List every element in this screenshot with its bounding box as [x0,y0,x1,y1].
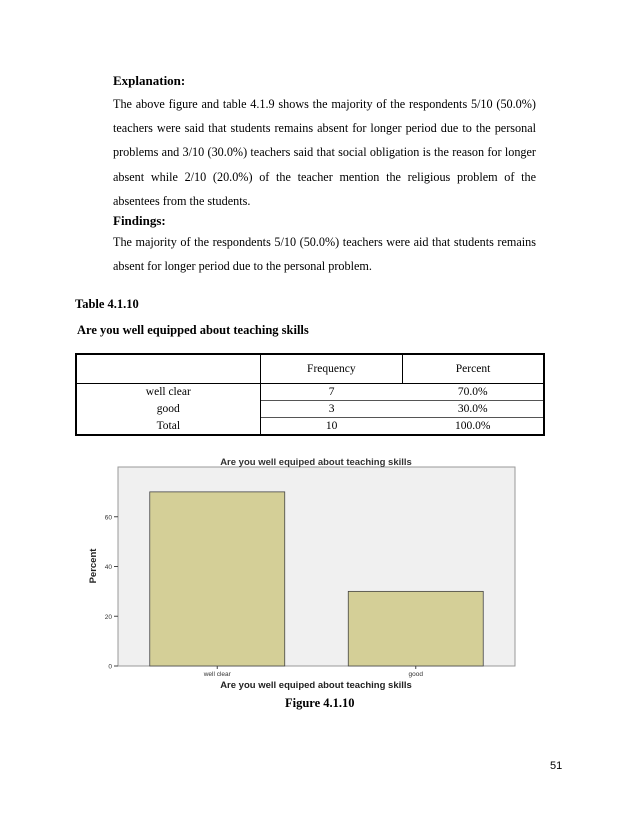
figure-caption: Figure 4.1.10 [285,696,355,710]
findings-heading: Findings: [113,213,166,228]
row-percent: 70.0% [403,384,544,401]
header-cell-empty [76,354,260,384]
y-tick-label: 20 [104,613,112,621]
row-percent: 30.0% [403,401,544,418]
explanation-heading: Explanation: [113,73,186,88]
x-tick-label: well clear [203,671,231,678]
row-label: Total [76,418,260,436]
bar-chart [75,453,555,693]
row-label: good [76,401,260,418]
explanation-paragraph: The above figure and table 4.1.9 shows the majority of the respondents 5/10 (50.0%) teachers were said that students remains absent for longer period due to the personal problems and 3/10 (30.0%) teachers said that social obligation is the reason for longer absent while 2/10 (20.0%) of the teacher mention the religious problem of the absentees from the students. [113,97,536,208]
row-percent: 100.0% [403,418,544,436]
y-axis-label: Percent [88,548,99,584]
table-label: Table 4.1.10 [75,297,139,311]
page-number: 51 [550,760,563,772]
table-title: Are you well equipped about teaching skills [77,323,309,337]
y-tick-label: 0 [108,663,112,671]
table-row [76,418,544,436]
table-header-row [76,354,544,384]
row-frequency: 3 [260,401,402,418]
y-tick-label: 40 [104,564,112,571]
chart-title: Are you well equiped about teaching skills [220,457,412,468]
x-tick-label: good [408,671,423,678]
frequency-table [75,353,545,436]
bar-well-clear [150,492,285,666]
table-row [76,401,544,418]
row-frequency: 10 [260,418,402,436]
row-frequency: 7 [260,384,402,401]
header-cell-percent: Percent [403,354,544,384]
y-tick-label: 60 [104,514,112,522]
table-row [76,384,544,401]
bar-good [348,591,483,666]
x-axis-label: Are you well equiped about teaching skills [220,680,412,691]
row-label: well clear [76,384,260,401]
header-cell-frequency: Frequency [260,354,402,384]
findings-paragraph: The majority of the respondents 5/10 (50.0%) teachers were aid that students remains absent for longer period due to the personal problem. [113,235,536,274]
